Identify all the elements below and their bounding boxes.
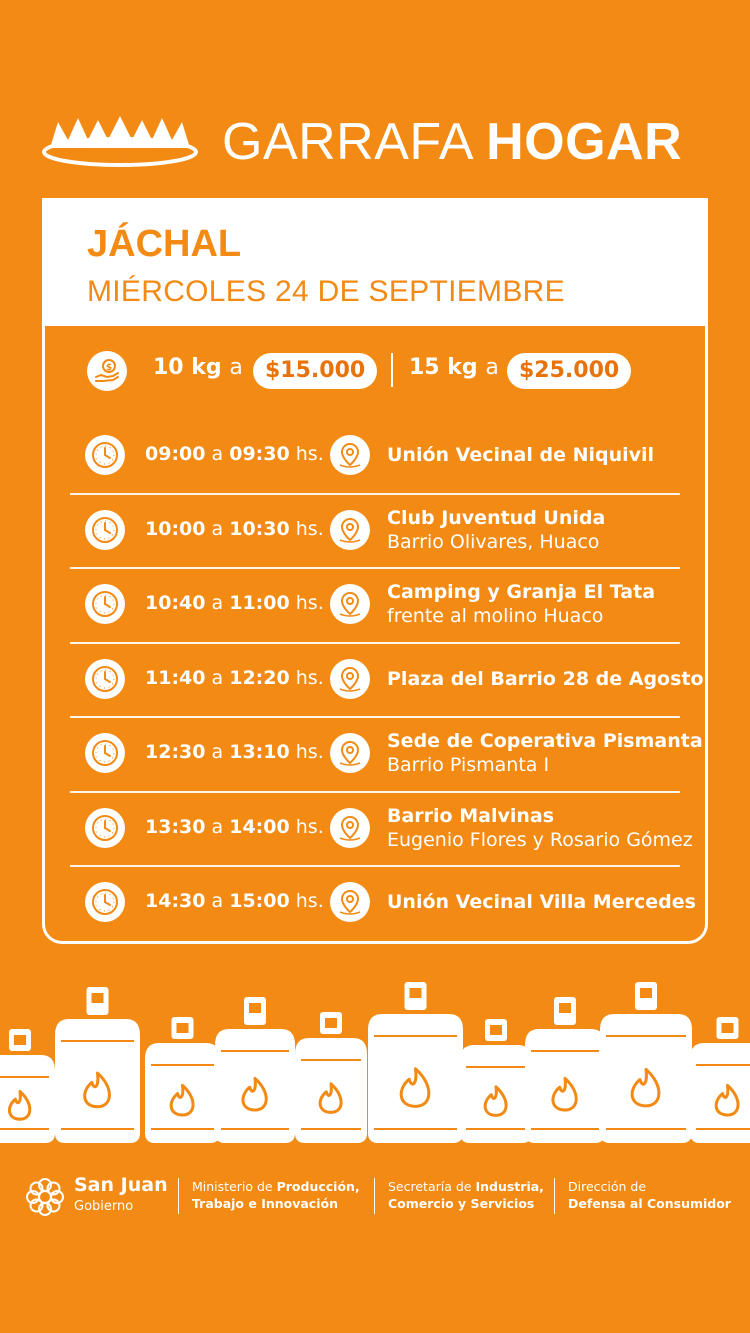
direction-block: Dirección de Defensa al Consumidor	[568, 1179, 731, 1211]
time-range: 09:00 a 09:30 hs.	[145, 443, 324, 465]
footer-separator	[374, 1178, 375, 1214]
ministry-block: Ministerio de Producción, Trabajo e Innovación	[192, 1179, 360, 1211]
panel-header	[45, 201, 705, 326]
schedule-row	[45, 643, 705, 715]
place-name: Club Juventud Unida Barrio Olivares, Huaco	[387, 506, 606, 553]
money-hand-icon	[87, 351, 127, 391]
schedule-row	[45, 568, 705, 640]
place-name: Camping y Granja El Tata frente al molino Huaco	[387, 581, 656, 627]
location-pin-icon	[330, 435, 370, 475]
gas-cylinders-illustration	[0, 975, 750, 1145]
clock-icon	[85, 733, 125, 773]
header	[40, 108, 720, 172]
location-pin-icon	[330, 808, 370, 848]
schedule-row	[45, 792, 705, 864]
location-pin-icon	[330, 510, 370, 550]
clock-icon	[85, 584, 125, 624]
clock-icon	[85, 882, 125, 922]
clock-icon	[85, 435, 125, 475]
clock-icon	[85, 659, 125, 699]
event-date: MIÉRCOLES 24 DE SEPTIEMBRE	[87, 275, 565, 308]
price-weight-15: 15 kg a	[409, 355, 499, 380]
place-name: Sede de Coperativa Pismanta Barrio Pismanta I	[387, 730, 703, 776]
footer	[22, 1172, 732, 1222]
title-light: GARRAFA	[222, 113, 472, 171]
price-10kg: $15.000	[253, 353, 377, 389]
secretary-block: Secretaría de Industria, Comercio y Servicios	[388, 1179, 544, 1211]
title-bold: HOGAR	[486, 113, 683, 171]
gov-name: San Juan	[74, 1174, 168, 1196]
place-name: Unión Vecinal Villa Mercedes	[387, 891, 696, 913]
city-name: JÁCHAL	[87, 223, 242, 265]
schedule-row	[45, 717, 705, 789]
place-name: Unión Vecinal de Niquivil	[387, 444, 655, 466]
clock-icon	[85, 510, 125, 550]
clock-icon	[85, 808, 125, 848]
time-range: 10:40 a 11:00 hs.	[145, 592, 324, 614]
time-range: 14:30 a 15:00 hs.	[145, 890, 324, 912]
time-range: 10:00 a 10:30 hs.	[145, 517, 324, 540]
footer-separator	[554, 1178, 555, 1214]
location-pin-icon	[330, 882, 370, 922]
schedule-row	[45, 866, 705, 938]
location-pin-icon	[330, 584, 370, 624]
schedule-row	[45, 419, 705, 491]
time-range: 13:30 a 14:00 hs.	[145, 815, 324, 838]
flame-crown-icon	[40, 110, 200, 168]
footer-separator	[178, 1178, 179, 1214]
san-juan-logo	[22, 1174, 68, 1220]
time-range: 11:40 a 12:20 hs.	[145, 666, 324, 689]
price-row	[45, 341, 705, 401]
page-title	[222, 114, 682, 170]
price-weight-10: 10 kg a	[153, 355, 243, 380]
place-name: Plaza del Barrio 28 de Agosto	[387, 667, 704, 690]
svg-text:$: $	[105, 363, 113, 373]
time-range: 12:30 a 13:10 hs.	[145, 741, 324, 763]
schedule-row	[45, 494, 705, 566]
gov-sub: Gobierno	[74, 1199, 134, 1214]
price-separator	[391, 353, 393, 387]
schedule-panel	[42, 198, 708, 944]
place-name: Barrio Malvinas Eugenio Flores y Rosario Gómez	[387, 804, 693, 851]
location-pin-icon	[330, 733, 370, 773]
price-15kg: $25.000	[507, 353, 631, 389]
location-pin-icon	[330, 659, 370, 699]
